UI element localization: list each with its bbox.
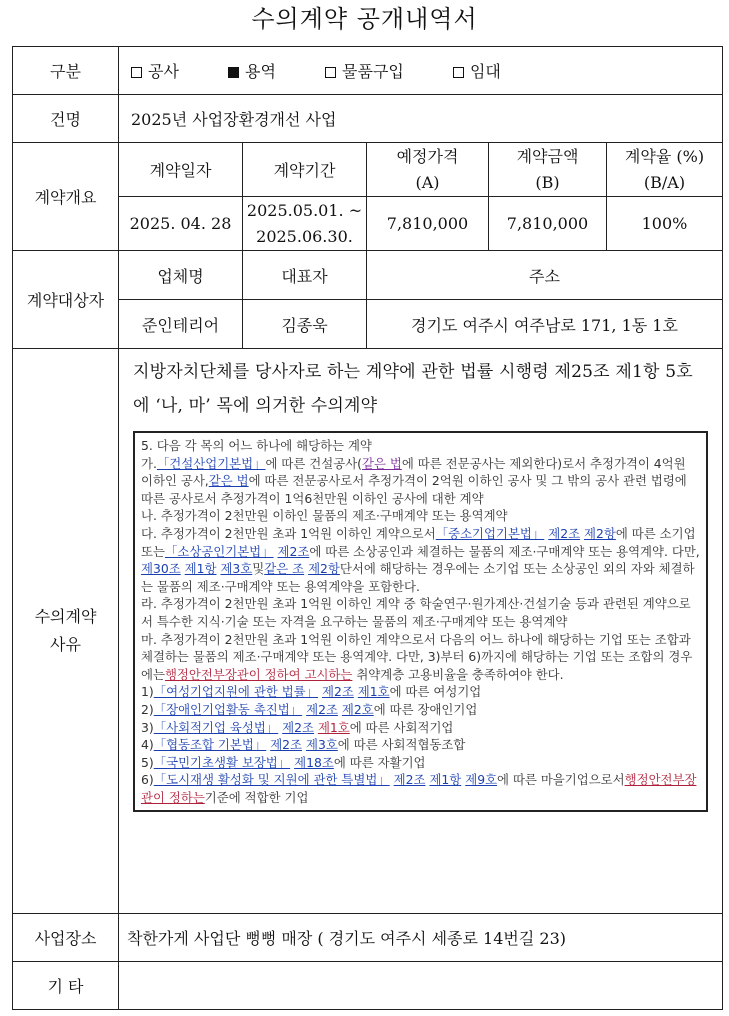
address-header: 주소 <box>367 251 723 300</box>
law-link[interactable]: 같은 법 <box>208 473 249 489</box>
law-link[interactable]: 제2항 <box>584 525 616 541</box>
contract-period-header: 계약기간 <box>243 143 367 197</box>
law-subitem-3: 3)「사회적기업 육성법」 제2조 제1호에 따른 사회적기업 <box>141 719 454 735</box>
project-row <box>13 95 723 143</box>
reason-label: 수의계약 사유 <box>13 349 119 914</box>
law-item-ma: 마. 추정가격이 2천만원 초과 1억원 이하인 계약으로서 다음의 어느 하나에 해당하는 기업 또는 조합과 체결하는 물품의 제조·구매계약 또는 용역계약. 다만, 3)부터 6)까지에 해당하는 기업 또는 조합의 경우에는행정안전부장관이 정하여 고시하는 취약계층 고용비율을 충족하여야 한다. <box>141 631 693 682</box>
law-link[interactable]: 제1항 <box>184 561 217 577</box>
etc-label: 기 타 <box>13 962 119 1010</box>
law-subitem-2: 2)「장애인기업활동 촉진법」 제2조 제2호에 따른 장애인기업 <box>141 701 478 717</box>
law-item-da: 다. 추정가격이 2천만원 초과 1억원 이하인 계약으로서「중소기업기본법」 제2조 제2항에 따른 소기업 또는「소상공인기본법」 제2조에 따른 소상공인과 체결하는 물품의 제조·구매계약 또는 용역계약. 다만,제30조 제1항 제3호및같은 조 제2항단서에 해당하는 경우에는 소기업 또는 소상공인 외의 자와 체결하는 물품의 제조·구매계약 또는 용역계약을 포함한다. <box>141 525 700 594</box>
document-title: 수의계약 공개내역서 <box>251 5 478 33</box>
reason-row <box>13 349 723 914</box>
law-link[interactable]: 제2호 <box>341 701 374 717</box>
law-link[interactable]: 제2조 <box>282 719 314 735</box>
law-link[interactable]: 제2조 <box>548 525 581 541</box>
project-label: 건명 <box>13 95 119 143</box>
law-link[interactable]: 제2조 <box>306 701 338 717</box>
law-link[interactable]: 제30조 <box>141 561 181 577</box>
company-address: 경기도 여주시 여주남로 171, 1동 1호 <box>367 300 723 349</box>
law-subitem-4: 4)「협동조합 기본법」 제2조 제3호에 따른 사회적협동조합 <box>141 737 466 753</box>
category-option-lease[interactable]: 임대 <box>453 59 501 82</box>
company-name-header: 업체명 <box>119 251 243 300</box>
party-value-row <box>13 300 723 349</box>
location-row <box>13 914 723 962</box>
representative-name: 김종욱 <box>243 300 367 349</box>
category-option-construction[interactable]: 공사 <box>131 59 179 82</box>
law-link[interactable]: 「사회적기업 육성법」 <box>153 719 279 735</box>
law-subitem-6: 6)「도시재생 활성화 및 지원에 관한 특별법」 제2조 제1항 제9호에 따른 마을기업으로서행정안전부장관이 정하는기준에 적합한 기업 <box>141 772 697 805</box>
overview-label: 계약개요 <box>13 143 119 251</box>
law-subitem-1: 1)「여성기업지원에 관한 법률」 제2조 제1호에 따른 여성기업 <box>141 684 482 700</box>
contract-period: 2025.05.01. ~ 2025.06.30. <box>243 197 367 251</box>
law-item-na: 나. 추정가격이 2천만원 이하인 물품의 제조·구매계약 또는 용역계약 <box>141 508 508 524</box>
law-link[interactable]: 「중소기업기본법」 <box>435 525 545 541</box>
law-link[interactable]: 제2조 <box>277 543 310 559</box>
contract-rate-header: 계약율 (%) (B/A) <box>607 143 723 197</box>
law-link[interactable]: 제2조 <box>393 772 426 788</box>
location-label: 사업장소 <box>13 914 119 962</box>
law-link[interactable]: 「장애인기업활동 촉진법」 <box>153 701 303 717</box>
checkbox-checked-icon[interactable] <box>228 67 239 78</box>
law-link[interactable]: 제2조 <box>270 737 303 753</box>
law-excerpt-box <box>133 431 708 812</box>
law-link[interactable]: 같은 조 <box>264 561 305 577</box>
law-link[interactable]: 제18조 <box>294 754 334 770</box>
law-link[interactable]: 제2조 <box>322 684 354 700</box>
law-subitem-5: 5)「국민기초생활 보장법」 제18조에 따른 자활기업 <box>141 754 426 770</box>
overview-value-row <box>13 197 723 251</box>
contract-amount-header: 계약금액 (B) <box>489 143 607 197</box>
law-link[interactable]: 제3호 <box>220 561 253 577</box>
law-link[interactable]: 제9호 <box>465 772 498 788</box>
law-link[interactable]: 「건설산업기본법」 <box>156 455 266 471</box>
law-link[interactable]: 제2항 <box>308 561 340 577</box>
etc-row <box>13 962 723 1010</box>
category-label: 구분 <box>13 47 119 95</box>
category-option-purchase[interactable]: 물품구입 <box>325 59 404 82</box>
disclosure-table <box>12 46 723 1010</box>
law-link[interactable]: 제1항 <box>429 772 462 788</box>
law-link[interactable]: 행정안전부장관이 정하여 고시하는 <box>164 666 353 682</box>
law-item-ra: 라. 추정가격이 2천만원 초과 1억원 이하인 계약 중 학술연구·원가계산·건설기술 등과 관련된 계약으로서 특수한 지식·기술 또는 자격을 요구하는 물품의 제조·구매계약 또는 용역계약 <box>141 596 691 629</box>
law-link[interactable]: 「여성기업지원에 관한 법률」 <box>153 684 319 700</box>
law-clause-5: 5. 다음 각 목의 어느 하나에 해당하는 계약 <box>141 438 372 453</box>
contract-amount: 7,810,000 <box>489 197 607 251</box>
party-label: 계약대상자 <box>13 251 119 349</box>
checkbox-icon[interactable] <box>325 67 336 78</box>
party-header-row <box>13 251 723 300</box>
representative-header: 대표자 <box>243 251 367 300</box>
company-name: 준인테리어 <box>119 300 243 349</box>
overview-header-row <box>13 143 723 197</box>
law-link[interactable]: 「협동조합 기본법」 <box>153 737 267 753</box>
law-link[interactable]: 제1호 <box>357 684 390 700</box>
law-link[interactable]: 「국민기초생활 보장법」 <box>153 754 291 770</box>
reason-content <box>119 349 723 914</box>
reason-summary: 지방자치단체를 당사자로 하는 계약에 관한 법률 시행령 제25조 제1항 5호에 ‘나, 마’ 목에 의거한 수의계약 <box>133 362 693 416</box>
category-options <box>119 47 723 95</box>
contract-date: 2025. 04. 28 <box>119 197 243 251</box>
law-link[interactable]: 같은 법 <box>362 455 402 471</box>
checkbox-icon[interactable] <box>453 67 464 78</box>
project-name: 2025년 사업장환경개선 사업 <box>119 95 723 143</box>
estimated-price-header: 예정가격 (A) <box>367 143 489 197</box>
contract-date-header: 계약일자 <box>119 143 243 197</box>
law-link[interactable]: 제1호 <box>317 719 350 735</box>
contract-rate: 100% <box>607 197 723 251</box>
law-item-ga: 가.「건설산업기본법」에 따른 건설공사(같은 법에 따른 전문공사는 제외한다)로서 추정가격이 4억원 이하인 공사,같은 법에 따른 전문공사로서 추정가격이 2억원 이하인 공사 및 그 밖의 공사 관련 법령에 따른 공사로서 추정가격이 1억6천만원 이하인 공사에 대한 계약 <box>141 455 687 506</box>
law-link[interactable]: 행정안전부장관이 정하는 <box>141 772 697 805</box>
category-row <box>13 47 723 95</box>
category-option-service[interactable]: 용역 <box>228 59 276 82</box>
estimated-price: 7,810,000 <box>367 197 489 251</box>
law-link[interactable]: 「소상공인기본법」 <box>164 543 274 559</box>
law-link[interactable]: 「도시재생 활성화 및 지원에 관한 특별법」 <box>153 772 390 788</box>
location-value: 착한가게 사업단 뻥뻥 매장 ( 경기도 여주시 세종로 14번길 23) <box>119 914 723 962</box>
etc-value <box>119 962 723 1010</box>
law-link[interactable]: 제3호 <box>305 737 338 753</box>
checkbox-icon[interactable] <box>131 67 142 78</box>
